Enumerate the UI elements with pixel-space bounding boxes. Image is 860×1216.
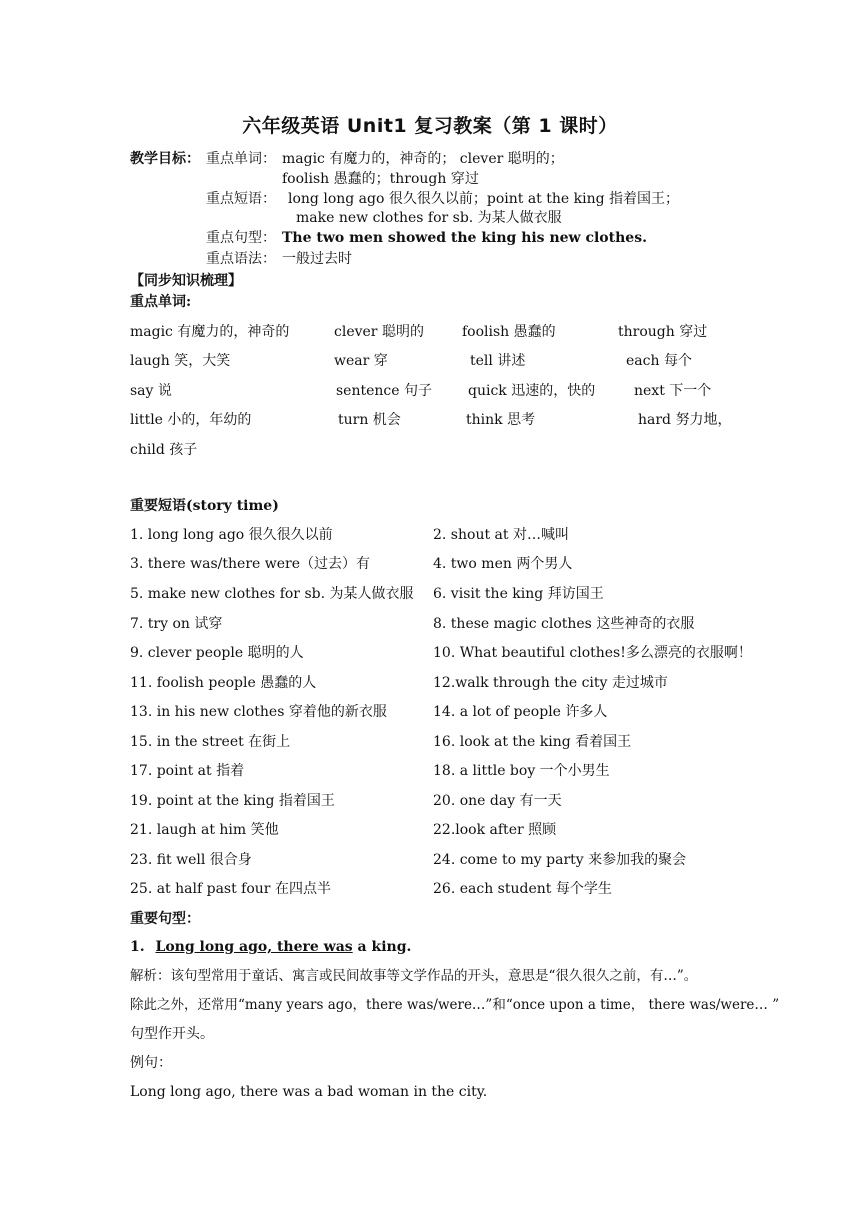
phrase-item: 5. make new clothes for sb. 为某人做衣服 [130,586,414,602]
phrase-item: 18. a little boy 一个小男生 [433,763,610,779]
phrase-item: 21. laugh at him 笑他 [130,822,279,838]
document-title: 六年级英语 Unit1 复习教案（第 1 课时） [242,115,618,137]
phrase-item: 23. fit well 很合身 [130,852,252,868]
example-label: 例句： [130,1055,172,1071]
key-sentence-label: 重点句型： [206,230,276,246]
analysis-line-2: 除此之外，还常用“many years ago，there was/were…”和“once upon a time， there was/were… ” [130,997,780,1013]
vocab-item: child 孩子 [130,442,198,458]
vocab-item: say 说 [130,383,172,399]
phrase-item: 11. foolish people 愚蠢的人 [130,675,317,691]
key-phrases-label: 重点短语： [206,191,276,207]
key-grammar-label: 重点语法： [206,251,276,267]
sentences-heading: 重要句型： [130,911,200,927]
phrase-item: 24. come to my party 来参加我的聚会 [433,852,687,868]
vocab-item: little 小的，年幼的 [130,412,252,428]
phrase-item: 15. in the street 在街上 [130,734,291,750]
vocab-item: clever 聪明的 [334,324,424,340]
objectives-label: 教学目标： [130,151,200,167]
example-sentence: Long long ago, there was a bad woman in the city. [130,1084,488,1100]
phrase-item: 20. one day 有一天 [433,793,562,809]
phrase-item: 19. point at the king 指着国王 [130,793,335,809]
phrase-item: 9. clever people 聪明的人 [130,645,304,661]
key-phrases-line-2: make new clothes for sb. 为某人做衣服 [296,210,562,226]
phrase-item: 14. a lot of people 许多人 [433,704,608,720]
vocab-item: magic 有魔力的，神奇的 [130,324,290,340]
vocab-item: next 下一个 [634,383,712,399]
sync-heading: 【同步知识梳理】 [130,273,242,289]
vocab-item: wear 穿 [334,353,388,369]
phrase-item: 4. two men 两个男人 [433,556,573,572]
key-words-label: 重点单词： [206,151,276,167]
key-words-line-1: magic 有魔力的，神奇的； clever 聪明的； [282,151,564,167]
key-sentence-text: The two men showed the king his new clothes. [282,230,647,246]
vocab-item: turn 机会 [338,412,401,428]
vocab-item: quick 迅速的，快的 [468,383,596,399]
phrase-item: 3. there was/there were（过去）有 [130,556,370,572]
sentence-1-number: 1. [130,939,145,955]
vocab-heading: 重点单词: [130,294,192,310]
vocab-item: through 穿过 [618,324,708,340]
phrase-item: 10. What beautiful clothes!多么漂亮的衣服啊！ [433,645,752,661]
vocab-item: laugh 笑，大笑 [130,353,231,369]
phrase-item: 8. these magic clothes 这些神奇的衣服 [433,616,695,632]
phrase-item: 17. point at 指着 [130,763,245,779]
vocab-item: hard 努力地， [638,412,732,428]
key-words-line-2: foolish 愚蠢的；through 穿过 [282,171,479,187]
key-phrases-line-1: long long ago 很久很久以前；point at the king 指着国王； [288,191,680,207]
phrase-item: 7. try on 试穿 [130,616,223,632]
vocab-item: think 思考 [466,412,536,428]
vocab-item: tell 讲述 [470,353,526,369]
phrase-item: 1. long long ago 很久很久以前 [130,527,333,543]
phrases-heading: 重要短语(story time) [130,498,279,514]
phrase-item: 25. at half past four 在四点半 [130,881,331,897]
phrase-item: 2. shout at 对…喊叫 [433,527,569,543]
vocab-item: sentence 句子 [336,383,432,399]
analysis-line-3: 句型作开头。 [130,1026,214,1042]
phrase-item: 13. in his new clothes 穿着他的新衣服 [130,704,387,720]
key-grammar-text: 一般过去时 [282,251,352,267]
vocab-item: foolish 愚蠢的 [462,324,556,340]
vocab-item: each 每个 [626,353,692,369]
sentence-1-rest: a king. [352,939,412,955]
phrase-item: 6. visit the king 拜访国王 [433,586,604,602]
phrase-item: 26. each student 每个学生 [433,881,612,897]
analysis-line-1: 解析：该句型常用于童话、寓言或民间故事等文学作品的开头，意思是“很久很久之前，有…”。 [130,968,698,984]
phrase-item: 16. look at the king 看着国王 [433,734,632,750]
sentence-1-underlined: Long long ago, there was [155,939,353,955]
phrase-item: 22.look after 照顾 [433,822,557,838]
sentence-1 [130,937,411,957]
phrase-item: 12.walk through the city 走过城市 [433,675,668,691]
